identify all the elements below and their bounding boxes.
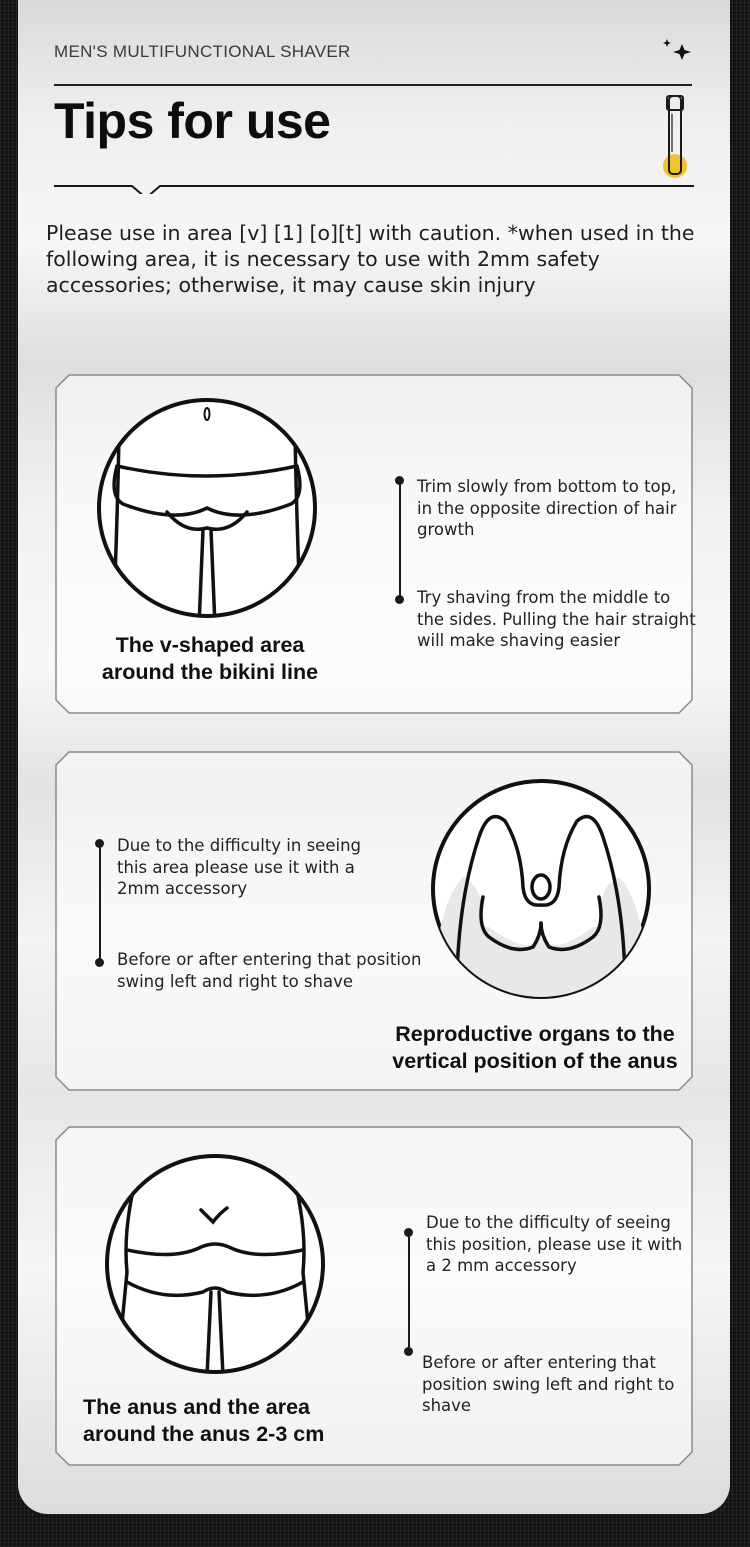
content-panel [18,0,730,1514]
page-title: Tips for use [54,93,331,149]
anus-tips [404,1213,694,1415]
tip-card-reproductive [55,751,693,1091]
tip-text: Before or after entering that position swing left and right to shave [422,1353,675,1415]
caption-line: The anus and the area [83,1395,311,1419]
reproductive-caption [385,1021,685,1075]
bullet-dot [395,476,404,485]
timeline-line [99,843,101,963]
bullet-dot [404,1228,413,1237]
reproductive-area-illustration [429,777,653,1001]
tip-text: Due to the difficulty of seeing this position, please use it with a 2 mm accessory [426,1213,683,1275]
bikini-tips [395,474,696,650]
timeline-line [399,480,401,600]
caption-line: Reproductive organs to the [395,1022,675,1046]
tip-card-bikini [55,374,696,714]
tip-text: Due to the difficulty in seeing this area please use it with a 2mm accessory [117,836,361,898]
timeline-line [408,1232,410,1352]
caption-line: vertical position of the anus [392,1049,678,1073]
bullet-dot [95,958,104,967]
shaver-icon [658,92,694,184]
tip-text: Trim slowly from bottom to top, in the opposite direction of hair growth [417,477,677,539]
bullet-dot [395,595,404,604]
intro-text: Please use in area [v] [1] [o][t] with caution. *when used in the following area, it is necessary to use with 2mm safety accessories; otherwise, it may cause skin injury [46,221,695,297]
bullet-dot [404,1347,413,1356]
product-subtitle: MEN'S MULTIFUNCTIONAL SHAVER [54,42,351,61]
caption-line: around the anus 2-3 cm [83,1422,325,1446]
anus-area-illustration [103,1152,327,1376]
tip-text: Before or after entering that position swing left and right to shave [117,950,422,991]
bullet-dot [95,839,104,848]
header-rule-bottom [54,178,694,194]
bikini-area-illustration [95,396,319,626]
header-rule-top [54,84,692,86]
sparkle-icon [660,38,694,64]
reproductive-tips [95,836,435,991]
tip-text: Try shaving from the middle to the sides. Pulling the hair straight will make shaving easier [417,588,696,650]
anus-caption [83,1394,333,1448]
caption-line: around the bikini line [101,660,319,684]
bikini-caption [75,632,345,686]
tip-card-anus [55,1126,693,1466]
caption-line: The v-shaped area [115,633,305,657]
